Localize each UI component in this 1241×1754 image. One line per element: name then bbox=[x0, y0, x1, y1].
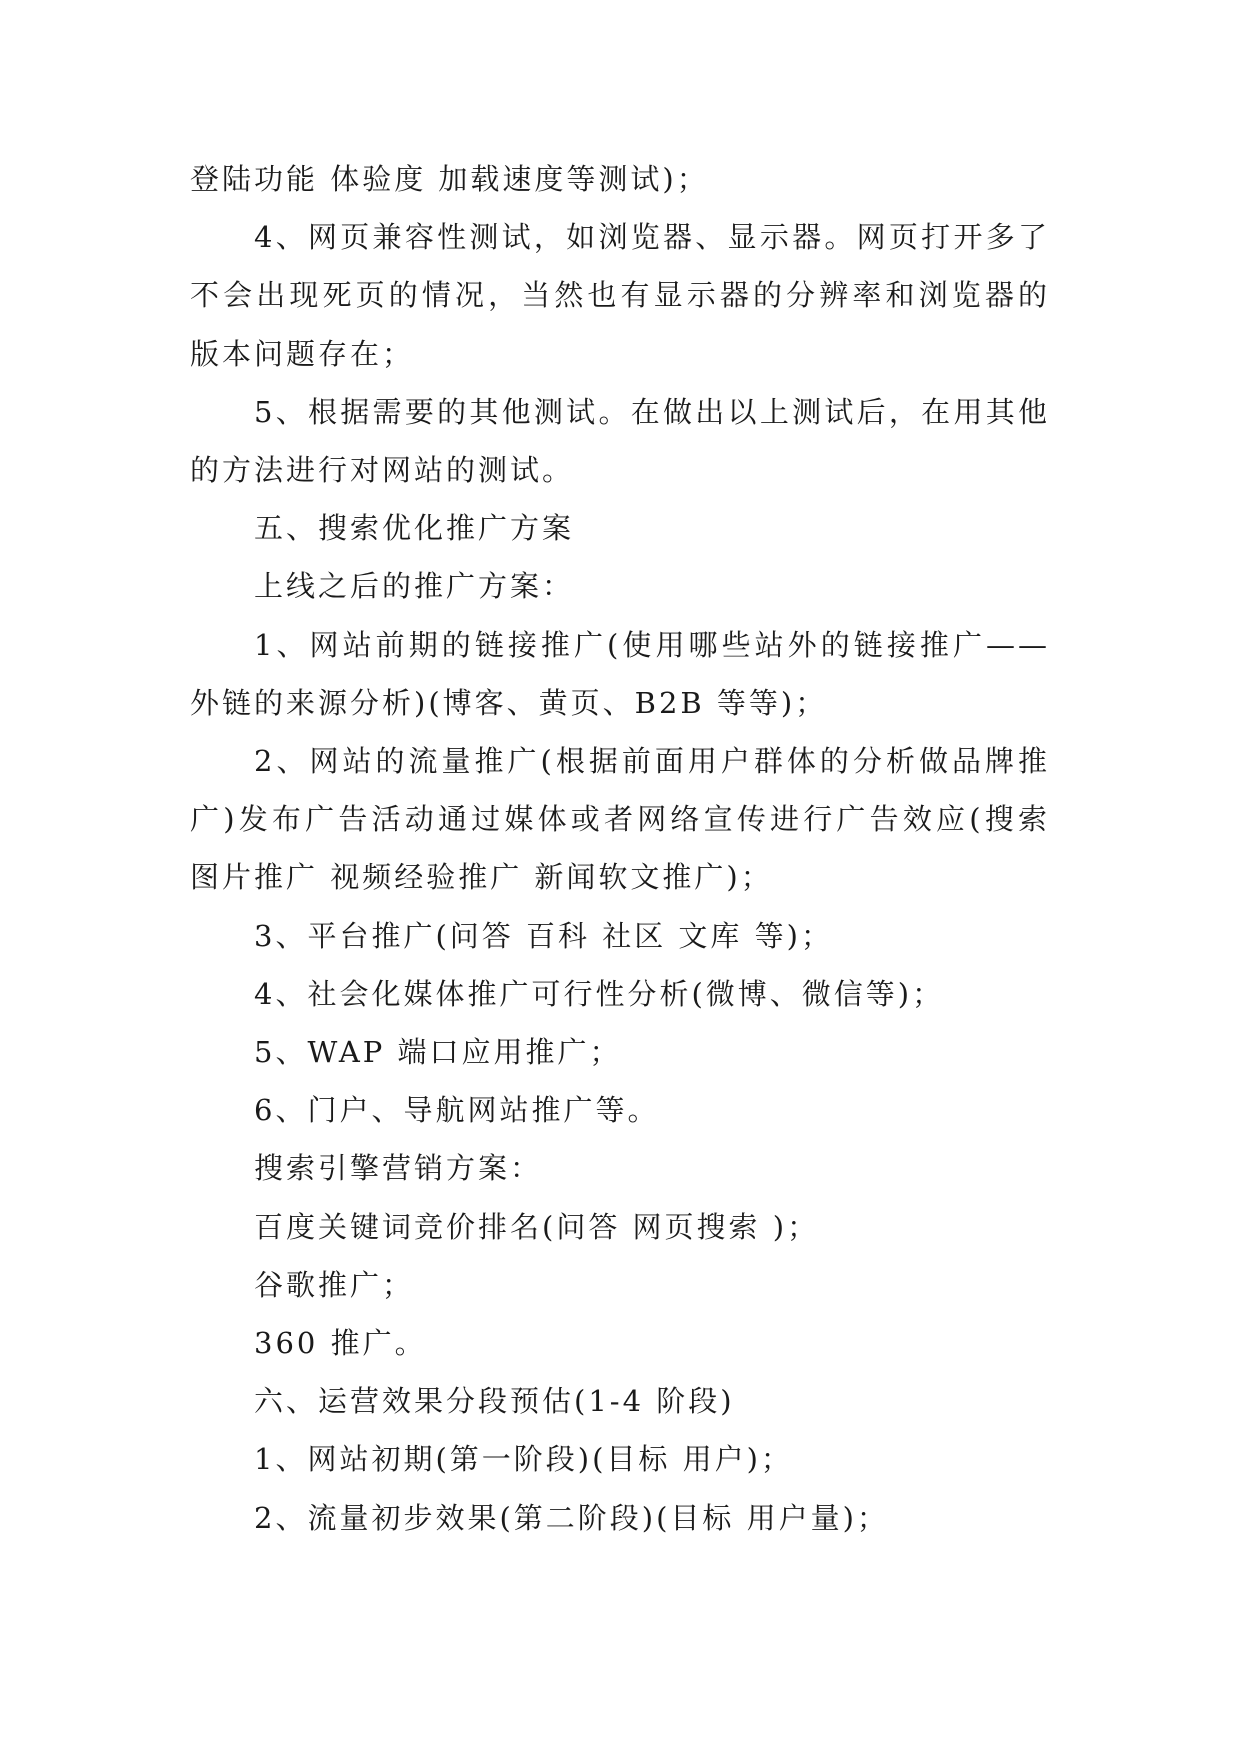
paragraph-sem-plan: 搜索引擎营销方案： bbox=[254, 1151, 543, 1186]
list-item-google: 谷歌推广； bbox=[254, 1267, 415, 1302]
list-item-360: 360 推广。 bbox=[254, 1326, 427, 1361]
paragraph-login-tests-cont: 登陆功能 体验度 加载速度等测试)； bbox=[190, 162, 709, 196]
list-item-phase-two: 2、流量初步效果(第二阶段)(目标 用户量)； bbox=[254, 1500, 889, 1535]
list-item-platform-promotion: 3、平台推广(问答 百科 社区 文库 等)； bbox=[254, 918, 833, 953]
paragraph-compat-test: 4、网页兼容性测试，如浏览器、显示器。网页打开多了不会出现死页的情况，当然也有显示器的分辨率和浏览器的版本问题存在； bbox=[190, 220, 1050, 371]
section-heading-operations: 六、运营效果分段预估(1-4 阶段) bbox=[254, 1384, 735, 1419]
list-item-traffic-promotion: 2、网站的流量推广(根据前面用户群体的分析做品牌推广)发布广告活动通过媒体或者网络宣传进行广告效应(搜索图片推广 视频经验推广 新闻软文推广)； bbox=[190, 744, 1050, 895]
list-item-phase-one: 1、网站初期(第一阶段)(目标 用户)； bbox=[254, 1442, 793, 1477]
document-body bbox=[190, 150, 1050, 1547]
list-item-portal-navigation: 6、门户、导航网站推广等。 bbox=[254, 1093, 660, 1128]
paragraph-post-launch-plan: 上线之后的推广方案： bbox=[254, 569, 575, 604]
section-heading-seo: 五、搜索优化推广方案 bbox=[254, 511, 575, 546]
list-item-wap: 5、WAP 端口应用推广； bbox=[254, 1035, 622, 1070]
list-item-social-media: 4、社会化媒体推广可行性分析(微博、微信等)； bbox=[254, 976, 945, 1011]
list-item-link-promotion: 1、网站前期的链接推广(使用哪些站外的链接推广——外链的来源分析)(博客、黄页、B2B 等等)； bbox=[190, 627, 1050, 720]
paragraph-other-tests: 5、根据需要的其他测试。在做出以上测试后，在用其他的方法进行对网站的测试。 bbox=[190, 394, 1050, 488]
list-item-baidu: 百度关键词竞价排名(问答 网页搜索 )； bbox=[254, 1209, 820, 1244]
